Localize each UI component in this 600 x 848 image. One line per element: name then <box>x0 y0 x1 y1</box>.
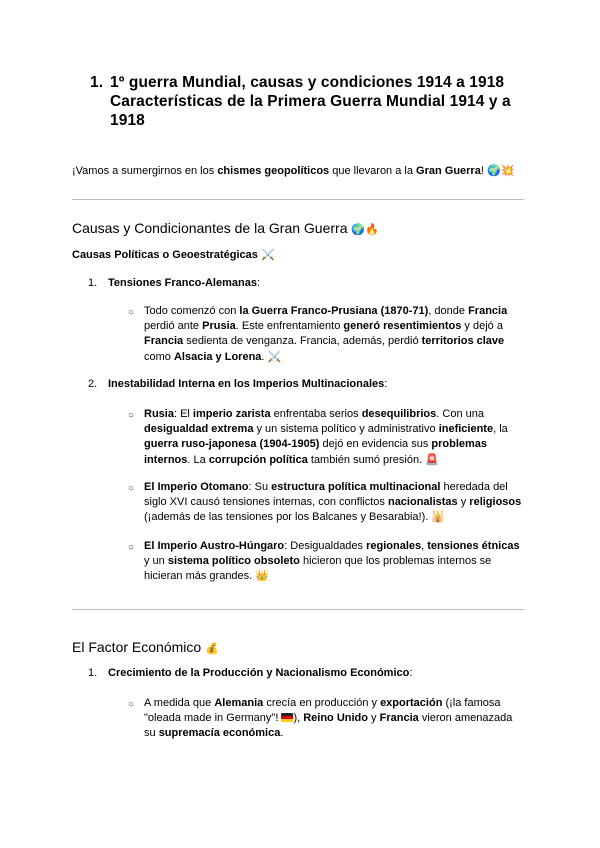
colon: : <box>256 277 261 289</box>
subheading-text: Causas Políticas o Geoestratégicas <box>72 249 258 261</box>
title-line-1: 1º guerra Mundial, causas y condiciones 1914 a 1918 <box>110 74 505 91</box>
text-line: perdió ante Prusia. Este enfrentamiento generó resentimientos y dejó a <box>144 320 503 333</box>
paragraph-austro-hungaro <box>144 539 524 585</box>
text-line: su supremacía económica. <box>144 727 284 740</box>
list-item-label: Inestabilidad Interna en los Imperios Multinacionales <box>108 378 385 390</box>
list-number: 1. <box>88 277 98 289</box>
list-item-label: Crecimiento de la Producción y Nacionalismo Económico <box>108 667 410 679</box>
intro-text: que llevaron a la <box>329 165 417 177</box>
bullet-icon: ○ <box>128 410 135 421</box>
divider <box>72 609 524 610</box>
list-number: 2. <box>88 378 98 390</box>
list-item-tensiones <box>108 276 260 291</box>
bullet-icon: ○ <box>128 699 135 710</box>
colon: : <box>384 378 388 390</box>
text-line: Rusia: El imperio zarista enfrentaba serios desequilibrios. Con una <box>144 408 484 420</box>
crossed-swords-icon: ⚔️ <box>267 350 282 363</box>
section-heading-text: El Factor Económico <box>72 639 202 655</box>
text-line: como Alsacia y Lorena. ⚔️ <box>144 350 282 363</box>
bullet-icon: ○ <box>128 542 135 553</box>
paragraph-rusia <box>144 407 524 468</box>
siren-icon: 🚨 <box>425 453 439 466</box>
text-line: Francia sedienta de venganza. Francia, además, perdió territorios clave <box>144 335 505 348</box>
globe-explosion-icon: 🌍💥 <box>486 165 515 177</box>
bullet-icon: ○ <box>128 307 135 318</box>
text-line: guerra ruso-japonesa (1904-1905) dejó en evidencia sus problemas <box>144 438 488 451</box>
text-line: (¡además de las tensiones por los Balcanes y Besarabia!). 🕌 <box>144 511 446 524</box>
text-line: hicieran más grandes. 👑 <box>144 570 269 583</box>
text-line: A medida que Alemania crecía en producción y exportación (¡la famosa <box>144 697 501 709</box>
text-line: Todo comenzó con la Guerra Franco-Prusiana (1870-71), donde Francia <box>144 305 508 317</box>
intro-text: ! <box>480 165 487 177</box>
intro-text: ¡Vamos a sumergirnos en los <box>72 165 218 177</box>
document-title <box>110 73 520 130</box>
section-heading-text: Causas y Condicionantes de la Gran Guerra <box>72 220 348 236</box>
mosque-icon: 🕌 <box>431 511 446 524</box>
intro-bold: Gran Guerra <box>416 165 481 177</box>
crown-icon: 👑 <box>255 570 269 583</box>
section-heading-factor-economico <box>72 638 219 656</box>
intro-paragraph <box>72 164 514 179</box>
text-line: El Imperio Otomano: Su estructura política multinacional heredada del <box>144 481 508 493</box>
paragraph-alemania <box>144 696 524 742</box>
money-bag-icon: 💰 <box>205 643 219 655</box>
list-item-inestabilidad <box>108 377 387 392</box>
bullet-icon: ○ <box>128 483 135 494</box>
divider <box>72 199 524 200</box>
title-line-3: 1918 <box>110 112 145 129</box>
title-line-2: Características de la Primera Guerra Mundial 1914 y a <box>110 93 511 110</box>
text-line: desigualdad extrema y un sistema político y administrativo ineficiente, la <box>144 423 508 436</box>
list-item-label: Tensiones Franco-Alemanas <box>108 277 257 289</box>
section-heading-causas <box>72 219 379 237</box>
list-item-crecimiento <box>108 666 412 681</box>
text-line: siglo XVI causó tensiones internas, con conflictos nacionalistas y religiosos <box>144 496 522 509</box>
paragraph-franco-prusiana <box>144 304 524 365</box>
title-list-number: 1. <box>90 74 104 91</box>
text-line: "oleada made in Germany"! ), Reino Unido y Francia vieron amenazada <box>144 712 513 725</box>
colon: : <box>409 667 413 679</box>
intro-bold: chismes geopolíticos <box>217 165 330 177</box>
paragraph-imperio-otomano <box>144 480 524 526</box>
globe-fire-icon: 🌍🔥 <box>351 224 379 236</box>
subheading-causas-politicas <box>72 248 275 263</box>
crossed-swords-icon: ⚔️ <box>260 249 275 261</box>
text-line: y un sistema político obsoleto hicieron que los problemas internos se <box>144 555 492 568</box>
text-line: internos. La corrupción política también sumó presión. 🚨 <box>144 453 439 466</box>
germany-flag-icon <box>281 713 293 722</box>
list-number: 1. <box>88 667 98 679</box>
text-line: El Imperio Austro-Húngaro: Desigualdades regionales, tensiones étnicas <box>144 540 520 552</box>
